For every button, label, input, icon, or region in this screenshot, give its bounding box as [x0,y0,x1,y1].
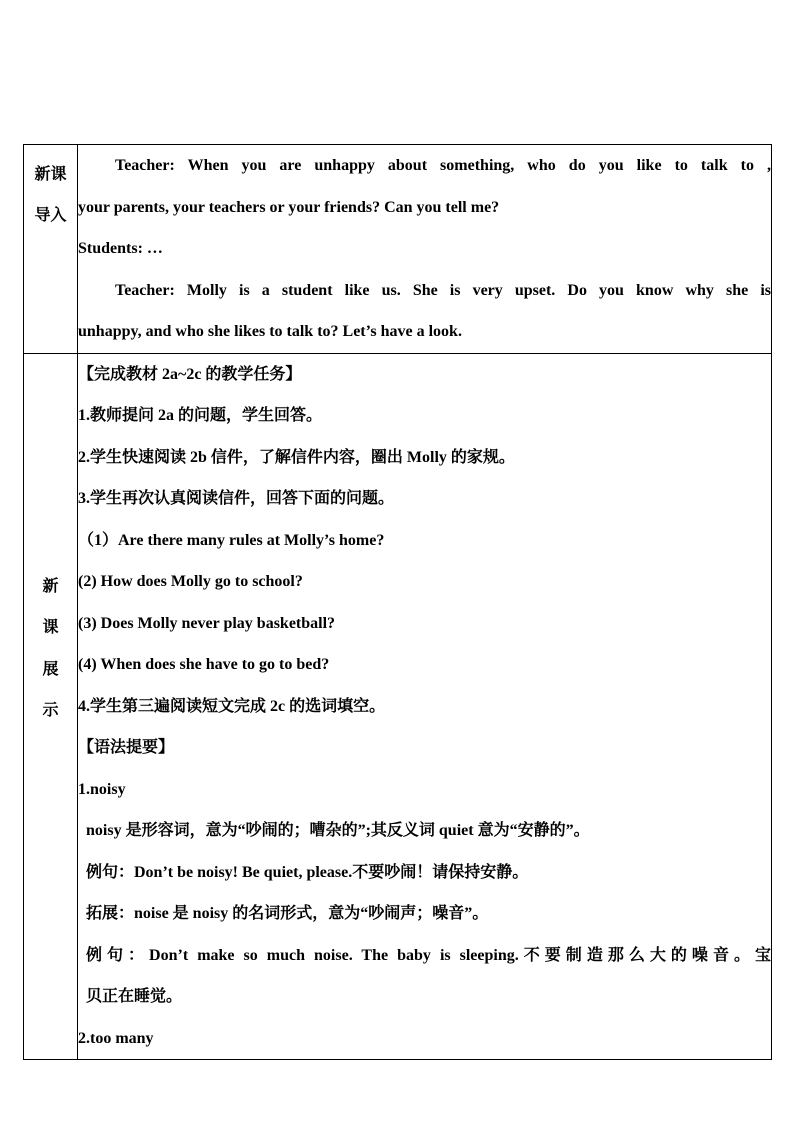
text-line: （1）Are there many rules at Molly’s home? [78,531,385,549]
text-line: 拓展：noise 是 noisy 的名词形式，意为“吵闹声；噪音”。 [86,905,489,922]
label-char: 课 [42,617,59,636]
lesson-table [23,144,772,1060]
text-line: 2.too many [78,1029,154,1047]
section-label [24,354,77,731]
section-label [24,145,77,235]
section-presentation-row [24,353,772,1060]
text-line: 1.noisy [78,780,126,798]
label-char: 新 [42,575,59,595]
text-line: noisy 是形容词，意为“吵闹的；嘈杂的”;其反义词 quiet 意为“安静的”。 [86,822,590,839]
text-line: your parents, your teachers or your friends? Can you tell me? [78,198,500,216]
text-line: Teacher: Molly is a student like us. She is very upset. Do you know why she is [115,281,771,299]
label-char: 新课 [34,164,67,183]
text-line: (3) Does Molly never play basketball? [78,614,336,632]
label-char: 导入 [34,205,67,224]
text-line: 例句：Don’t be noisy! Be quiet, please.不要吵闹！请保持安静。 [86,863,529,881]
text-line: (2) How does Molly go to school? [78,573,303,590]
label-char: 展 [42,658,59,678]
text-line: 贝正在睡觉。 [86,988,183,1005]
section-intro-row [24,145,772,354]
text-line: unhappy, and who she likes to talk to? Let’s have a look. [78,323,462,340]
section-label-cell [24,145,78,354]
text-line: 2.学生快速阅读 2b 信件，了解信件内容，圈出 Molly 的家规。 [78,448,515,466]
section-content-cell [78,145,772,354]
text-line: 例句：Don’t make so much noise. The baby is sleeping.不要制造那么大的噪音。宝 [86,946,771,964]
text-line: 4.学生第三遍阅读短文完成 2c 的选词填空。 [78,697,386,715]
text-line: Students: … [78,240,163,257]
text-line: 3.学生再次认真阅读信件，回答下面的问题。 [78,490,395,507]
text-line: 1.教师提问 2a 的问题，学生回答。 [78,407,323,424]
text-line: (4) When does she have to go to bed? [78,656,330,673]
section-label-cell [24,353,78,1060]
label-char: 示 [42,700,59,719]
text-line: Teacher: When you are unhappy about something, who do you like to talk to , [115,157,771,174]
section-content-cell [78,353,772,1060]
text-line: 【完成教材 2a~2c 的教学任务】 [78,365,302,383]
text-line: 【语法提要】 [78,739,175,756]
